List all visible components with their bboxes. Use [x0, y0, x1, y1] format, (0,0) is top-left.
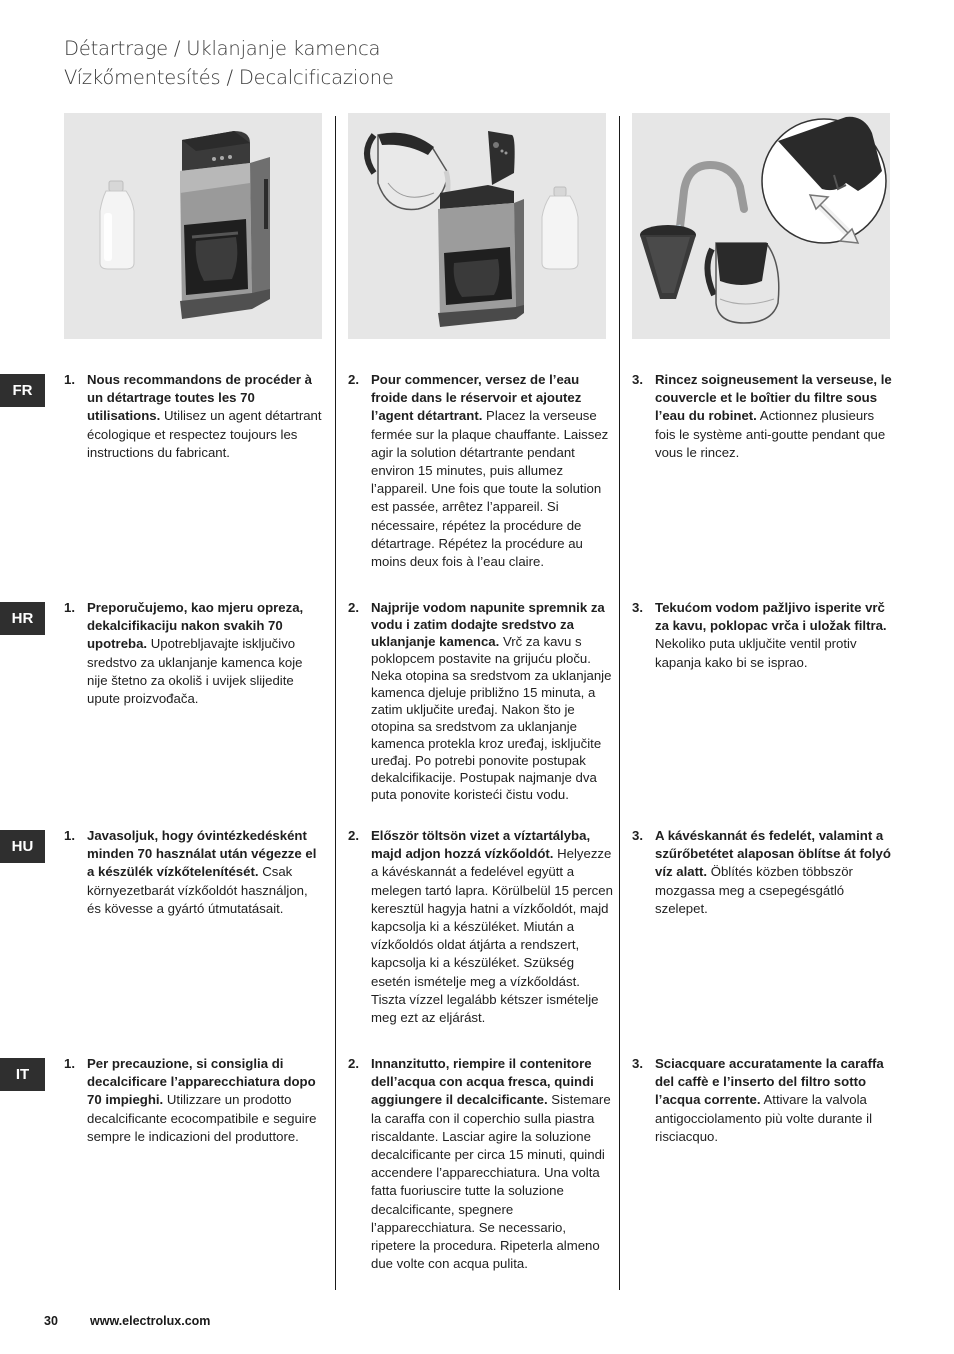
language-tab-hr: HR	[0, 602, 45, 635]
pour-water-into-reservoir-icon	[348, 113, 606, 339]
column-divider	[619, 116, 620, 1290]
step-text: Sistemare la caraffa con il coperchio sulla piastra riscaldante. Lasciar agire la soluzione decalcificante per circa 15 minuti, quindi accendere l’apparecchiatura. Una volta fatta fuoriuscire tutte la soluzione decalcificante, spegnere l’apparecchiatura. Se necessario, ripetere la procedura. Ripeterla almeno due volte con acqua pulita.	[371, 1092, 611, 1272]
step-lead: Először töltsön vizet a víztartályba, majd adjon hozzá vízkőoldót.	[371, 828, 591, 862]
step-text: Nekoliko puta uključite ventil protiv kapanja kako bi se isprao.	[655, 636, 857, 670]
step-text: Utilizzare un prodotto decalcificante ecocompatibile e seguire sempre le indicazioni del produttore.	[87, 1092, 317, 1144]
column-divider	[335, 116, 336, 1290]
step-lead: Rincez soigneusement la verseuse, le couvercle et le boîtier du filtre sous l’eau du robinet.	[655, 372, 892, 424]
step-text: Öblítés közben többször mozgassa meg a csepegésgátló szelepet.	[655, 864, 853, 916]
open-coffee-machine-icon	[438, 131, 524, 327]
step-text: Csak környezetbarát vízkőoldót használjon, és kövesse a gyártó útmutatásait.	[87, 864, 308, 916]
filter-basket-icon	[640, 225, 696, 299]
step-number: 3.	[632, 1056, 643, 1071]
step-lead: Preporučujemo, kao mjeru opreza, dekalcifikaciju nakon svakih 70 upotreba.	[87, 600, 304, 652]
page-title-line-1: Détartrage / Uklanjanje kamenca	[64, 37, 381, 60]
descaler-bottle-icon	[542, 187, 578, 269]
step-lead: Javasoljuk, hogy óvintézkedésként minden 70 használat után végezze el a készülék vízkőtelenítését.	[87, 828, 317, 880]
step-lead: Per precauzione, si consiglia di decalcificare l’apparecchiatura dopo 70 impieghi.	[87, 1056, 316, 1108]
step-number: 2.	[348, 372, 359, 387]
step-text: Utilisez un agent détartrant écologique et respectez toujours les instructions du fabricant.	[87, 408, 322, 460]
step-text: Placez la verseuse fermée sur la plaque chauffante. Laissez agir la solution détartrante pendant environ 15 minutes, puis allumez l’appareil. Une fois que toute la solution est passée, arrêtez l’appareil. Si nécessaire, répétez la procédure de détartrage. Répétez la procédure au moins deux fois à l’eau claire.	[371, 408, 609, 570]
page-title-line-2: Vízkőmentesítés / Decalcificazione	[64, 66, 394, 89]
step-text: Upotrebljavajte isključivo sredstvo za uklanjanje kamenca koje nije štetno za okoliš i uvijek slijedite upute proizvođača.	[87, 636, 303, 707]
step-lead: Innanzitutto, riempire il contenitore dell’acqua con acqua fresca, quindi aggiungere il decalcificante.	[371, 1056, 594, 1108]
step-number: 1.	[64, 600, 75, 615]
website-link[interactable]: www.electrolux.com	[90, 1314, 211, 1328]
page-number: 30	[44, 1314, 58, 1328]
step-lead: Tekućom vodom pažljivo isperite vrč za kavu, poklopac vrča i uložak filtra.	[655, 600, 887, 634]
step-number: 1.	[64, 1056, 75, 1071]
rinse-carafe-and-filter-icon	[632, 113, 890, 339]
step-text: Vrč za kavu s poklopcem postavite na grijuću ploču. Neka otopina sa sredstvom za uklanjanje kamenca djeluje približno 15 minuta, a zatim uključite uređaj. Nakon što je otopina sa sredstvom za uklanjanje kamenca protekla kroz uređaj, isključite uređaj. Po potrebi ponovite postupak dekalcifikacije. Postupak najmanje dva puta ponovite koristeći čistu vodu.	[371, 634, 612, 802]
step-number: 2.	[348, 600, 359, 615]
coffee-machine-with-descaler-bottle-icon	[64, 113, 322, 339]
coffee-machine-icon	[180, 131, 270, 319]
step-lead: Sciacquare accuratamente la caraffa del caffè e l’inserto del filtro sotto l’acqua corrente.	[655, 1056, 884, 1108]
step-lead: A kávéskannát és fedelét, valamint a szűrőbetétet alaposan öblítse át folyó víz alatt.	[655, 828, 891, 880]
step-number: 2.	[348, 1056, 359, 1071]
language-tab-hu: HU	[0, 830, 45, 863]
step-lead: Pour commencer, versez de l’eau froide dans le réservoir et ajoutez l’agent détartrant.	[371, 372, 582, 424]
language-tab-fr: FR	[0, 374, 45, 407]
step-lead: Nous recommandons de procéder à un détartrage toutes les 70 utilisations.	[87, 372, 312, 424]
step-number: 3.	[632, 600, 643, 615]
descaler-bottle-icon	[100, 181, 134, 269]
step-number: 3.	[632, 372, 643, 387]
anti-drip-valve-detail-icon	[762, 117, 886, 243]
step-number: 1.	[64, 828, 75, 843]
step-text: Attivare la valvola antigocciolamento più volte durante il risciacquo.	[655, 1092, 872, 1144]
step-text: Helyezze a kávéskannát a fedelével együtt a melegen tartó lapra. Körülbelül 15 percen keresztül hagyja hatni a vízkőoldót, majd kapcsolja ki a készüléket. Miután a vízkőoldós oldat átjárta a rendszert, kapcsolja ki a készüléket. Szükség esetén ismételje meg a vízkőoldást. Tiszta vízzel legalább kétszer ismételje meg ezt az eljárást.	[371, 846, 613, 1026]
step-number: 2.	[348, 828, 359, 843]
carafe-pouring-icon	[367, 133, 448, 210]
language-tab-it: IT	[0, 1058, 45, 1091]
step-number: 1.	[64, 372, 75, 387]
step-text: Actionnez plusieurs fois le système anti-goutte pendant que vous le rincez.	[655, 408, 886, 460]
carafe-icon	[707, 243, 778, 323]
step-number: 3.	[632, 828, 643, 843]
step-lead: Najprije vodom napunite spremnik za vodu i zatim dodajte sredstvo za uklanjanje kamenca.	[371, 600, 605, 649]
